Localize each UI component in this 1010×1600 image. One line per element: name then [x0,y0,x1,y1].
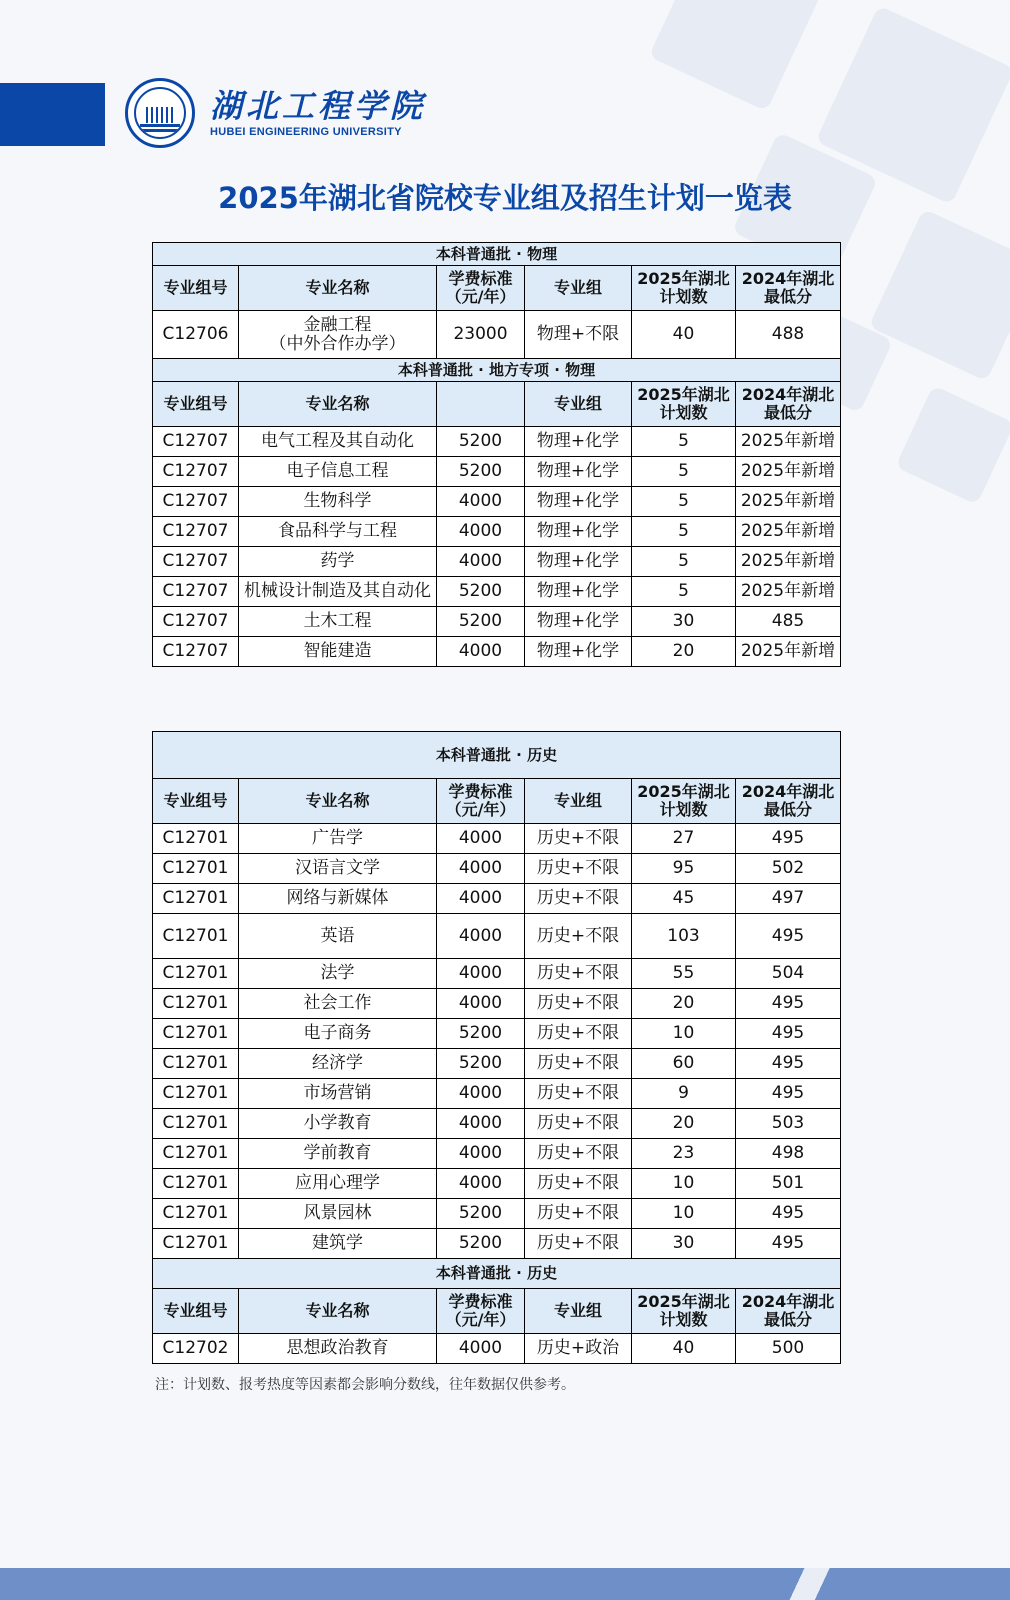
column-header: 专业组 [525,266,632,311]
column-header: 专业组 [525,1289,632,1334]
section-title-row [153,732,841,779]
table-cell: C12701 [153,914,239,959]
table-cell: C12701 [153,1019,239,1049]
column-header: 专业组 [525,779,632,824]
table-cell: C12701 [153,1169,239,1199]
table-row [153,637,841,667]
table-cell: 9 [632,1079,736,1109]
table-cell: C12707 [153,577,239,607]
table-row [153,959,841,989]
table-row [153,607,841,637]
table-cell: 网络与新媒体 [239,884,437,914]
table-cell: 495 [736,1019,841,1049]
table-row [153,1079,841,1109]
table-cell: 20 [632,989,736,1019]
table-cell: 10 [632,1199,736,1229]
column-header: 学费标准 （元/年） [437,779,525,824]
table-cell: 30 [632,607,736,637]
table-cell: 5200 [437,577,525,607]
table-cell: C12702 [153,1334,239,1364]
table-cell: 物理+化学 [525,457,632,487]
table-cell: 汉语言文学 [239,854,437,884]
table-row [153,884,841,914]
table-row [153,1169,841,1199]
table-row [153,824,841,854]
header-row [153,382,841,427]
column-header: 专业名称 [239,1289,437,1334]
column-header: 专业组号 [153,382,239,427]
table-cell: 4000 [437,1109,525,1139]
table-cell: 2025年新增 [736,637,841,667]
table-cell: 历史+不限 [525,1079,632,1109]
table-cell: C12707 [153,427,239,457]
table-cell: 历史+不限 [525,1049,632,1079]
table-cell: C12707 [153,637,239,667]
header-row [153,266,841,311]
section-title: 本科普通批 · 物理 [153,243,841,266]
table-cell: 智能建造 [239,637,437,667]
table-cell: 4000 [437,884,525,914]
table-cell: 历史+不限 [525,854,632,884]
table-cell: C12701 [153,884,239,914]
table-row [153,989,841,1019]
table-cell: 23 [632,1139,736,1169]
section-title: 本科普通批 · 历史 [153,732,841,779]
table-cell: 电子商务 [239,1019,437,1049]
header-accent-bar [0,83,105,146]
table-cell: 2025年新增 [736,517,841,547]
table-row [153,547,841,577]
table-cell: 物理+不限 [525,311,632,359]
table-cell: 物理+化学 [525,637,632,667]
table-cell: 498 [736,1139,841,1169]
column-header: 2024年湖北 最低分 [736,382,841,427]
table-cell: 40 [632,311,736,359]
table-cell: 风景园林 [239,1199,437,1229]
table-cell: C12707 [153,547,239,577]
table-cell: 历史+不限 [525,989,632,1019]
table-cell: 历史+不限 [525,1199,632,1229]
table-cell: 497 [736,884,841,914]
column-header: 2025年湖北 计划数 [632,382,736,427]
table-row [153,517,841,547]
table-row [153,1019,841,1049]
table-cell: C12701 [153,854,239,884]
table-cell: C12707 [153,517,239,547]
table-cell: 55 [632,959,736,989]
table-cell: 2025年新增 [736,577,841,607]
table-row [153,1229,841,1259]
table-cell: 金融工程 （中外合作办学） [239,311,437,359]
column-header: 2025年湖北 计划数 [632,1289,736,1334]
column-header: 专业名称 [239,266,437,311]
table-cell: 488 [736,311,841,359]
table-cell: C12701 [153,824,239,854]
column-header: 专业名称 [239,382,437,427]
table-cell: 30 [632,1229,736,1259]
table-row [153,854,841,884]
table-cell: 历史+政治 [525,1334,632,1364]
table-cell: C12706 [153,311,239,359]
table-cell: 历史+不限 [525,1229,632,1259]
table-cell: 495 [736,1229,841,1259]
table-cell: 历史+不限 [525,1169,632,1199]
table-cell: 生物科学 [239,487,437,517]
column-header: 专业组号 [153,266,239,311]
table-cell: 502 [736,854,841,884]
table-cell: 4000 [437,1169,525,1199]
column-header: 专业组号 [153,1289,239,1334]
table-row [153,311,841,359]
table-cell: C12701 [153,1049,239,1079]
column-header [437,382,525,427]
table-cell: 社会工作 [239,989,437,1019]
table-cell: 历史+不限 [525,884,632,914]
table-row [153,487,841,517]
table-cell: 4000 [437,517,525,547]
table-cell: 广告学 [239,824,437,854]
table-cell: 495 [736,1199,841,1229]
table-cell: 504 [736,959,841,989]
table-row [153,1139,841,1169]
table-cell: 5200 [437,1199,525,1229]
table-cell: 物理+化学 [525,547,632,577]
table-cell: 历史+不限 [525,959,632,989]
column-header: 2025年湖北 计划数 [632,266,736,311]
table-cell: 法学 [239,959,437,989]
table-cell: 历史+不限 [525,824,632,854]
table-cell: 4000 [437,487,525,517]
table-cell: 5200 [437,1019,525,1049]
section-title-row [153,1259,841,1289]
table-cell: 4000 [437,1334,525,1364]
table-cell: 500 [736,1334,841,1364]
table-cell: C12701 [153,1109,239,1139]
table-cell: 4000 [437,547,525,577]
table-cell: 23000 [437,311,525,359]
table-cell: 4000 [437,637,525,667]
table-cell: C12707 [153,487,239,517]
table-cell: 学前教育 [239,1139,437,1169]
table-cell: 土木工程 [239,607,437,637]
column-header: 专业名称 [239,779,437,824]
table-cell: 历史+不限 [525,1019,632,1049]
table-cell: 495 [736,1049,841,1079]
table-cell: 建筑学 [239,1229,437,1259]
table-row [153,1109,841,1139]
table-cell: 485 [736,607,841,637]
table-cell: 95 [632,854,736,884]
table-cell: 英语 [239,914,437,959]
table-cell: 物理+化学 [525,607,632,637]
table-cell: 5 [632,487,736,517]
table-cell: 电气工程及其自动化 [239,427,437,457]
university-emblem-icon [125,78,195,148]
table-cell: C12701 [153,1079,239,1109]
table-cell: 5200 [437,1049,525,1079]
table-row [153,1049,841,1079]
table-cell: 4000 [437,989,525,1019]
table-cell: 5 [632,577,736,607]
table-cell: 5 [632,427,736,457]
table-cell: 经济学 [239,1049,437,1079]
footer-stripe [710,1568,1010,1600]
table-cell: 20 [632,1109,736,1139]
table-cell: C12707 [153,607,239,637]
table-row [153,914,841,959]
table-cell: C12701 [153,989,239,1019]
table-cell: 45 [632,884,736,914]
table-cell: 食品科学与工程 [239,517,437,547]
header-row [153,1289,841,1334]
enrollment-table-physics [152,242,841,667]
table-cell: C12707 [153,457,239,487]
table-row [153,577,841,607]
column-header: 学费标准 （元/年） [437,1289,525,1334]
table-cell: 4000 [437,959,525,989]
table-cell: C12701 [153,1229,239,1259]
table-cell: 4000 [437,854,525,884]
section-title-row [153,243,841,266]
section-title-row [153,359,841,382]
table-cell: 历史+不限 [525,1109,632,1139]
table-cell: 5200 [437,607,525,637]
table-cell: 27 [632,824,736,854]
table-cell: 物理+化学 [525,517,632,547]
table-row [153,457,841,487]
table-cell: 5 [632,547,736,577]
table-cell: 5 [632,517,736,547]
table-cell: 103 [632,914,736,959]
table-cell: C12701 [153,1139,239,1169]
table-cell: 60 [632,1049,736,1079]
table-cell: 物理+化学 [525,427,632,457]
table-cell: 2025年新增 [736,427,841,457]
table-cell: 应用心理学 [239,1169,437,1199]
table-cell: 5200 [437,457,525,487]
table-cell: 物理+化学 [525,577,632,607]
table-cell: 495 [736,1079,841,1109]
table-cell: 药学 [239,547,437,577]
table-cell: 5 [632,457,736,487]
table-row [153,427,841,457]
table-cell: 4000 [437,914,525,959]
column-header: 2024年湖北 最低分 [736,266,841,311]
table-cell: 电子信息工程 [239,457,437,487]
header-row [153,779,841,824]
table-cell: 历史+不限 [525,914,632,959]
table-cell: 503 [736,1109,841,1139]
column-header: 学费标准 （元/年） [437,266,525,311]
table-cell: 10 [632,1169,736,1199]
table-cell: 40 [632,1334,736,1364]
table-cell: 思想政治教育 [239,1334,437,1364]
table-cell: 2025年新增 [736,487,841,517]
table-row [153,1334,841,1364]
table-row [153,1199,841,1229]
table-cell: 4000 [437,824,525,854]
brand-name-en: HUBEI ENGINEERING UNIVERSITY [210,126,402,138]
table-cell: C12701 [153,1199,239,1229]
table-cell: 小学教育 [239,1109,437,1139]
brand-name-cn: 湖北工程学院 [210,87,427,125]
column-header: 专业组 [525,382,632,427]
table-cell: 物理+化学 [525,487,632,517]
table-cell: 2025年新增 [736,547,841,577]
column-header: 2024年湖北 最低分 [736,1289,841,1334]
table-cell: 495 [736,989,841,1019]
table-cell: 5200 [437,1229,525,1259]
table-cell: 机械设计制造及其自动化 [239,577,437,607]
page-title: 2025年湖北省院校专业组及招生计划一览表 [218,181,792,215]
table-cell: 历史+不限 [525,1139,632,1169]
table-cell: 4000 [437,1139,525,1169]
enrollment-table-history [152,731,841,1364]
table-cell: 5200 [437,427,525,457]
brand [210,88,426,138]
table-cell: 10 [632,1019,736,1049]
column-header: 2024年湖北 最低分 [736,779,841,824]
table-cell: 2025年新增 [736,457,841,487]
footnote: 注：计划数、报考热度等因素都会影响分数线，往年数据仅供参考。 [155,1377,575,1393]
table-cell: 20 [632,637,736,667]
section-title: 本科普通批 · 历史 [153,1259,841,1289]
table-cell: 4000 [437,1079,525,1109]
table-cell: C12701 [153,959,239,989]
table-cell: 市场营销 [239,1079,437,1109]
section-title: 本科普通批 · 地方专项 · 物理 [153,359,841,382]
column-header: 专业组号 [153,779,239,824]
table-cell: 495 [736,824,841,854]
column-header: 2025年湖北 计划数 [632,779,736,824]
table-cell: 495 [736,914,841,959]
table-cell: 501 [736,1169,841,1199]
